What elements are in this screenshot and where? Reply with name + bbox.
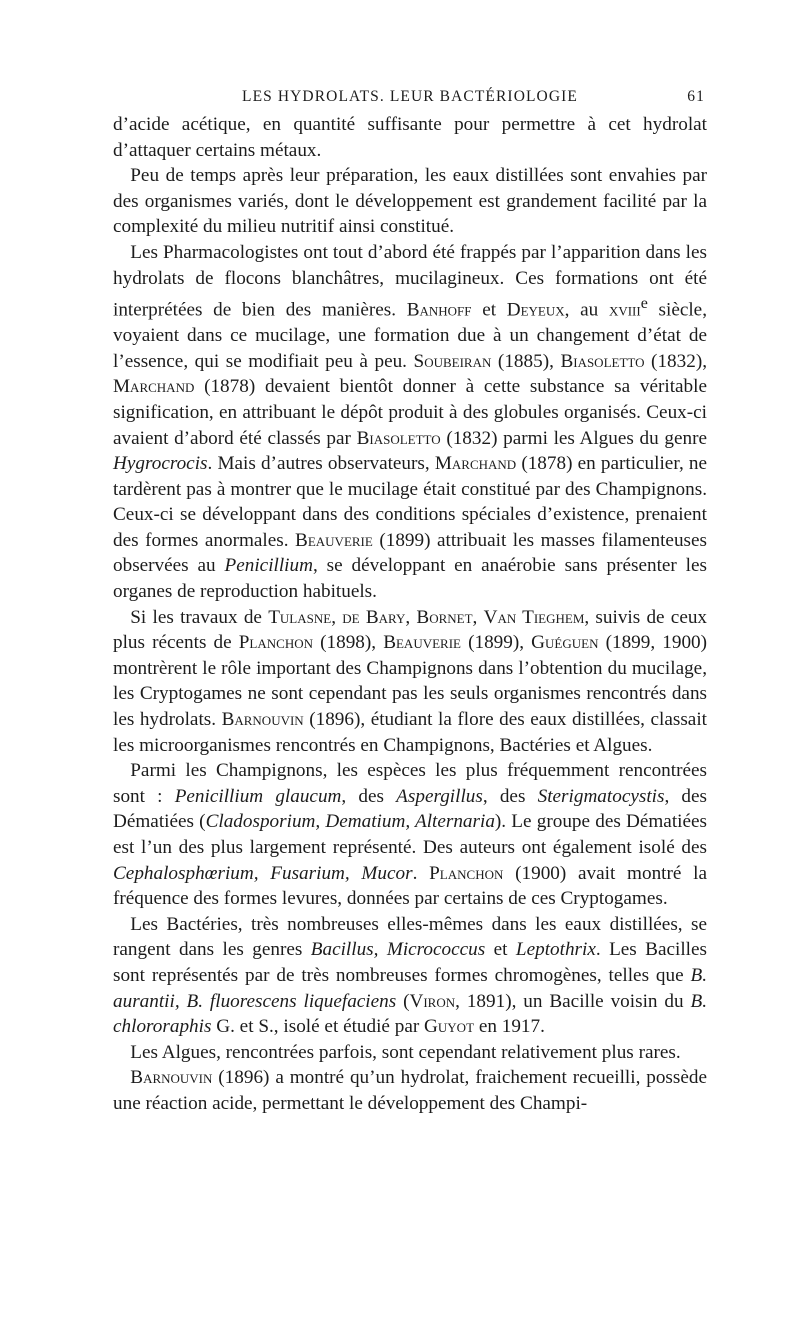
taxon-name: Sterigmatocystis: [537, 785, 665, 807]
text-run: ,: [472, 606, 484, 628]
author-name: Planchon: [238, 632, 313, 654]
text-run: (1899),: [460, 632, 532, 654]
author-name: Banhoff: [406, 299, 472, 321]
text-run: . Mais d’autres observateurs,: [207, 453, 435, 475]
author-name: de Bary: [342, 606, 406, 628]
body-text: [113, 112, 707, 1117]
superscript: e: [640, 295, 648, 313]
author-name: Marchand: [113, 376, 195, 398]
text-run: (1896), étudiant la flore des eaux distillées, classait les microorganismes rencontrés en Champignons, Bactéries et Algues.: [113, 709, 707, 756]
author-name: Marchand: [434, 453, 517, 475]
author-name: Barnouvin: [130, 1067, 213, 1089]
text-run: G. et S., isolé et étudié par: [211, 1016, 425, 1038]
paragraph: [113, 112, 707, 163]
author-name: Soubeiran: [413, 350, 492, 372]
book-page: [113, 82, 707, 1117]
text-run: (1878) en particulier, ne tardèrent pas à montrer que le mucilage était constitué par des Champignons. Ceux-ci se développant dans des conditions spéciales d’existence, prenaient des formes anormales.: [113, 453, 707, 551]
text-run: , des Dématiées (: [113, 785, 708, 833]
text-run: Les Bactéries, très nombreuses elles-mêmes dans les eaux distillées, se rangent dans les genres: [113, 913, 707, 961]
paragraph: [113, 758, 707, 912]
paragraph: [113, 912, 707, 1040]
paragraph: [113, 605, 707, 759]
author-name: Biasoletto: [356, 427, 441, 449]
text-run: , au: [564, 299, 609, 321]
author-name: Viron: [409, 990, 456, 1012]
taxon-name: Penicillium: [224, 555, 313, 577]
text-run: (1878) devaient bientôt donner à cette substance sa véritable signification, en attribuant le dépôt produit à des globules organisés. Ceux-ci avaient d’abord été classés par: [113, 376, 707, 449]
author-name: Beauverie: [383, 632, 461, 654]
text-run: et: [471, 299, 507, 321]
author-name: Guyot: [424, 1016, 475, 1038]
page-number: 61: [687, 88, 705, 105]
text-run: (1832) parmi les Algues du genre: [440, 427, 707, 449]
paragraph: [113, 240, 707, 605]
author-name: Bornet: [416, 606, 473, 628]
text-run: (1899) attribuait les masses filamenteuses observées au: [113, 529, 707, 577]
taxon-name: Hygrocrocis: [113, 453, 208, 475]
text-run: et: [485, 939, 516, 961]
author-name: Van Tieghem: [483, 606, 585, 628]
text-run: (1898),: [313, 632, 384, 654]
text-run: .: [412, 862, 430, 884]
taxon-name: Cephalosphœrium, Fusarium, Mucor: [113, 862, 413, 884]
text-run: , 1891), un Bacille voisin du: [455, 990, 691, 1012]
text-run: (1899, 1900) montrèrent le rôle important des Champignons dans l’obtention du mucilage, les Cryptogames ne sont cependant pas les seuls organismes rencontrés dans les hydrolats.: [113, 632, 708, 731]
running-header: [113, 82, 707, 112]
text-run: , des: [341, 785, 397, 807]
text-run: en 1917.: [474, 1016, 545, 1038]
author-name: Beauverie: [295, 529, 373, 551]
text-run: (: [396, 990, 410, 1012]
author-name: Guéguen: [531, 632, 599, 654]
text-run: ). Le groupe des Dématiées est l’un des plus largement représenté. Des auteurs ont également isolé des: [113, 811, 707, 859]
taxon-name: B. chlororaphis: [113, 990, 707, 1038]
taxon-name: Bacillus, Micrococcus: [310, 939, 486, 961]
text-run: . Les Bacilles sont représentés par de très nombreuses formes chromogènes, telles que: [113, 939, 707, 986]
author-name: Biasoletto: [560, 350, 645, 372]
text-run: , se développant en anaérobie sans présenter les organes de reproduction habituels.: [113, 555, 707, 603]
text-run: (1885),: [491, 350, 561, 372]
paragraph: [113, 1040, 707, 1066]
author-name: Tulasne: [268, 606, 332, 628]
text-run: ,: [331, 606, 343, 628]
taxon-name: Cladosporium, Dematium, Alternaria: [205, 811, 495, 833]
text-run: , des: [482, 785, 538, 807]
taxon-name: Aspergillus: [396, 785, 483, 807]
text-run: (1896) a montré qu’un hydrolat, fraichement recueilli, possède une réaction acide, permettant le développement des Champi-: [113, 1067, 707, 1114]
text-run: (1832),: [644, 350, 708, 372]
running-title: LES HYDROLATS. LEUR BACTÉRIOLOGIE: [242, 88, 578, 105]
author-name: Planchon: [429, 862, 504, 884]
text-run: , suivis de ceux plus récents de: [113, 606, 708, 654]
taxon-name: B. aurantii, B. fluorescens liquefaciens: [113, 964, 707, 1012]
text-run: d’acide acétique, en quantité suffisante pour permettre à cet hydrolat d’attaquer certains métaux.: [113, 114, 707, 161]
paragraph: [113, 163, 707, 240]
text-run: Les Algues, rencontrées parfois, sont cependant relativement plus rares.: [130, 1041, 681, 1063]
text-run: siècle, voyaient dans ce mucilage, une formation due à un changement d’état de l’essence, qui se modifiait peu à peu.: [113, 299, 707, 372]
taxon-name: Penicillium glaucum: [174, 785, 342, 807]
author-name: xviii: [608, 299, 641, 321]
text-run: Les Pharmacologistes ont tout d’abord été frappés par l’apparition dans les hydrolats de flocons blanchâtres, mucilagineux. Ces formations ont été interprétées de bien des manières.: [113, 241, 707, 321]
paragraph: [113, 1065, 707, 1116]
text-run: (1900) avait montré la fréquence des formes levures, données par certains de ces Cryptogames.: [113, 862, 708, 910]
author-name: Deyeux: [506, 299, 565, 321]
text-run: Peu de temps après leur préparation, les eaux distillées sont envahies par des organismes variés, dont le développement est grandement facilité par la complexité du milieu nutritif ainsi constitué.: [113, 165, 707, 238]
text-run: Si les travaux de: [130, 606, 269, 628]
text-run: Parmi les Champignons, les espèces les plus fréquemment rencontrées sont :: [113, 760, 707, 807]
author-name: Barnouvin: [221, 709, 304, 731]
taxon-name: Leptothrix: [515, 939, 596, 961]
text-run: ,: [405, 606, 417, 628]
